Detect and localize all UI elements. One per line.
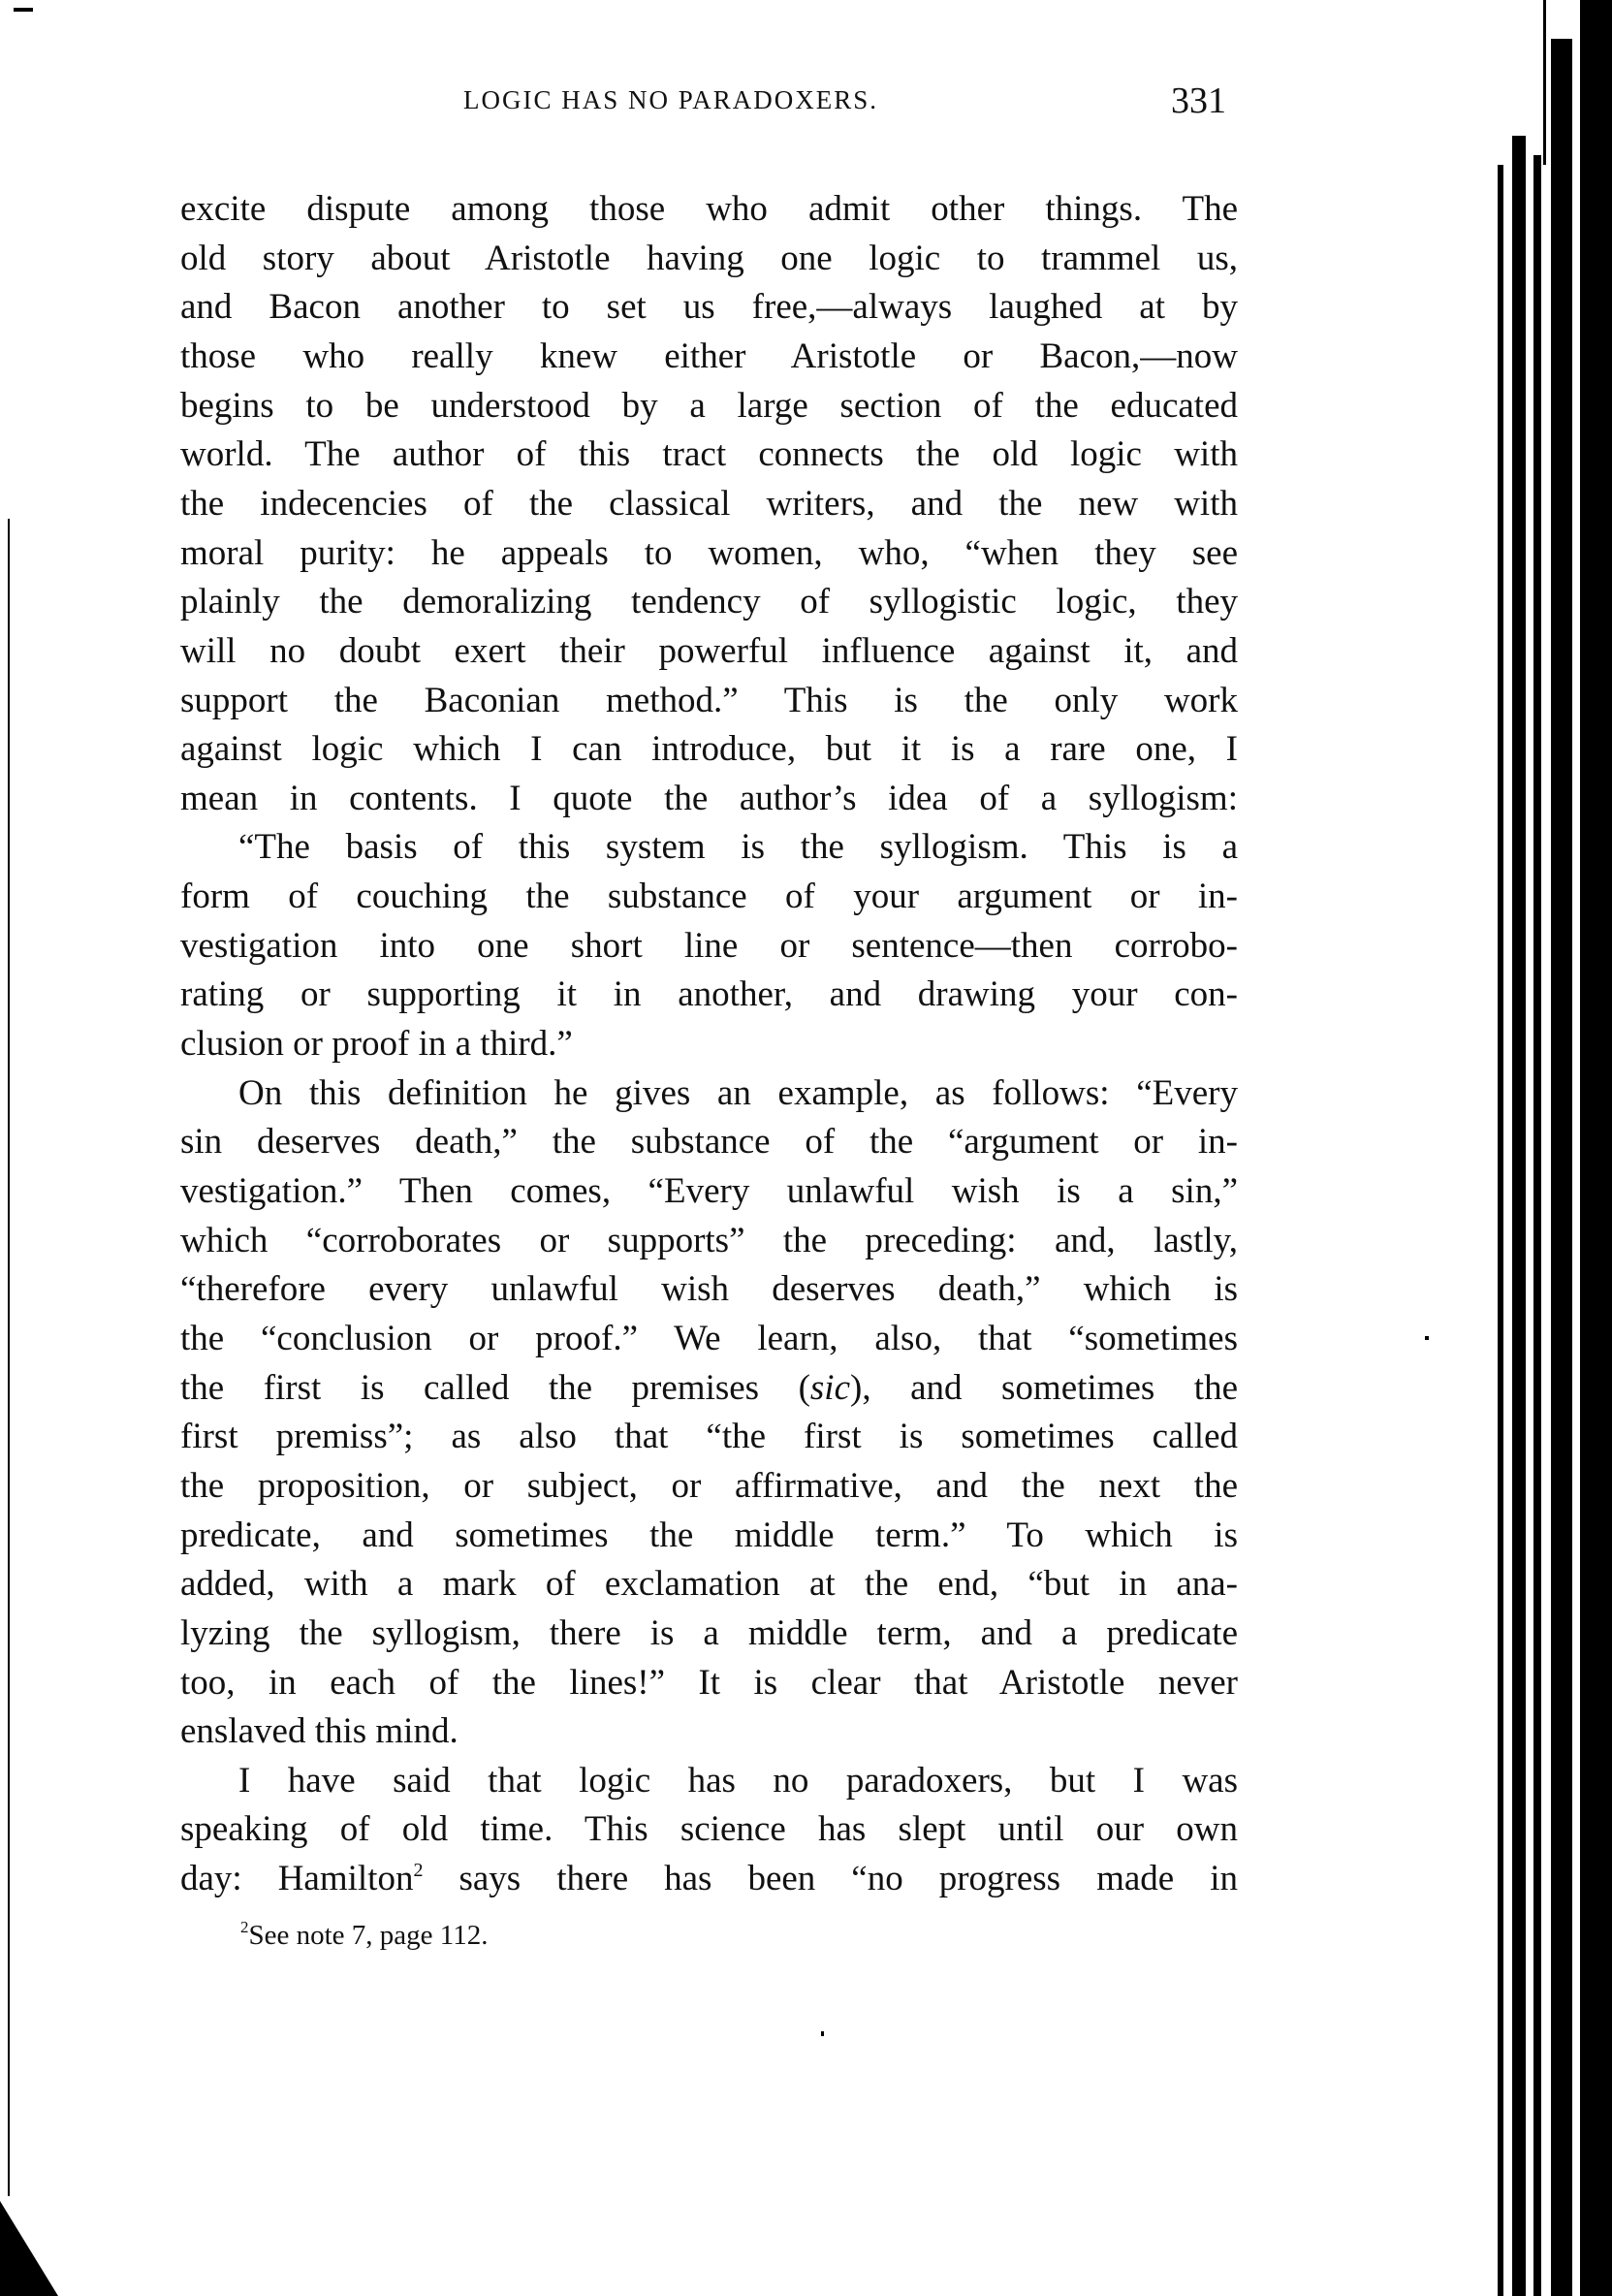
text-line — [238, 1069, 1238, 1118]
text-run: day: Hamilton — [180, 1859, 414, 1899]
scan-dot — [821, 2031, 824, 2036]
text-run: too, in each of the lines!” It is clear that Aristotle never — [180, 1662, 1238, 1703]
text-line — [180, 1855, 1238, 1903]
text-run: the first is called the premises ( — [180, 1367, 810, 1408]
text-run: predicate, and sometimes the middle term.” To which is — [180, 1515, 1238, 1555]
footnote-text: See note 7, page 112. — [248, 1920, 489, 1951]
text-line — [180, 1020, 1238, 1068]
footnote — [240, 1918, 488, 1952]
text-line — [180, 185, 1238, 234]
text-run: enslaved this mind. — [180, 1711, 458, 1752]
text-line — [238, 823, 1238, 872]
text-line — [180, 235, 1238, 283]
text-run: those who really knew either Aristotle or Bacon,—now — [180, 335, 1238, 376]
text-run: form of couching the substance of your argument or in- — [180, 877, 1238, 917]
running-head-title: LOGIC HAS NO PARADOXERS. — [463, 85, 879, 114]
scan-dot — [1425, 1336, 1429, 1340]
text-line — [180, 382, 1238, 430]
text-line — [180, 971, 1238, 1019]
text-line — [180, 1659, 1238, 1707]
text-line — [180, 1462, 1238, 1511]
text-run: vestigation.” Then comes, “Every unlawful wish is a sin,” — [180, 1171, 1238, 1211]
text-run: “therefore every unlawful wish deserves death,” which is — [180, 1269, 1238, 1310]
text-run: excite dispute among those who admit other things. The — [180, 189, 1238, 229]
text-line — [180, 627, 1238, 676]
text-line — [180, 1805, 1238, 1854]
text-run: plainly the demoralizing tendency of syllogistic logic, they — [180, 582, 1238, 622]
text-line — [180, 1610, 1238, 1658]
text-run: which “corroborates or supports” the preceding: and, lastly, — [180, 1220, 1238, 1260]
text-line — [180, 283, 1238, 332]
text-run: old story about Aristotle having one logic to trammel us, — [180, 238, 1238, 278]
text-run: will no doubt exert their powerful influence against it, and — [180, 630, 1238, 671]
text-run: the “conclusion or proof.” We learn, also, that “sometimes — [180, 1318, 1238, 1358]
scan-corner-shadow — [0, 2201, 58, 2296]
footnote-reference: 2 — [413, 1860, 424, 1882]
text-line — [180, 1560, 1238, 1609]
text-line — [180, 922, 1238, 971]
text-line — [180, 677, 1238, 725]
text-run: added, with a mark of exclamation at the end, “but in ana- — [180, 1564, 1238, 1605]
scan-corner-mark — [14, 8, 33, 12]
text-run: ), and sometimes the — [850, 1367, 1238, 1408]
text-run: the indecencies of the classical writers, and the new with — [180, 483, 1238, 524]
text-line — [180, 1364, 1238, 1413]
footnote-marker: 2 — [240, 1918, 249, 1936]
text-run: begins to be understood by a large section of the educated — [180, 385, 1238, 426]
text-line — [180, 775, 1238, 823]
text-line — [180, 1512, 1238, 1560]
text-run: clusion or proof in a third.” — [180, 1024, 573, 1065]
text-line — [180, 725, 1238, 774]
text-line — [180, 1265, 1238, 1314]
text-line — [238, 1757, 1238, 1805]
text-run: says there has been “no progress made in — [423, 1859, 1238, 1899]
italic-text: sic — [809, 1367, 851, 1408]
text-line — [180, 1707, 1238, 1756]
text-run: I have said that logic has no paradoxers, but I was — [238, 1760, 1238, 1801]
text-line — [180, 1413, 1238, 1461]
text-run: rating or supporting it in another, and drawing your con- — [180, 974, 1238, 1015]
text-run: moral purity: he appeals to women, who, “when they see — [180, 532, 1238, 573]
text-run: mean in contents. I quote the author’s idea of a syllogism: — [180, 778, 1238, 818]
text-line — [180, 873, 1238, 921]
text-line — [180, 1118, 1238, 1166]
text-line — [180, 333, 1238, 381]
text-run: first premiss”; as also that “the first is sometimes called — [180, 1417, 1238, 1457]
text-run: speaking of old time. This science has slept until our own — [180, 1809, 1238, 1850]
text-run: support the Baconian method.” This is the only work — [180, 680, 1238, 720]
text-line — [180, 529, 1238, 578]
text-run: sin deserves death,” the substance of the “argument or in- — [180, 1122, 1238, 1163]
text-line — [180, 480, 1238, 528]
text-line — [180, 1315, 1238, 1363]
page-number: 331 — [1171, 80, 1226, 121]
scan-left-line — [8, 519, 10, 2196]
text-line — [180, 1217, 1238, 1265]
text-run: lyzing the syllogism, there is a middle term, and a predicate — [180, 1612, 1238, 1653]
text-run: On this definition he gives an example, as follows: “Every — [238, 1072, 1238, 1113]
text-run: vestigation into one short line or sentence—then corrobo- — [180, 925, 1238, 966]
text-run: and Bacon another to set us free,—always laughed at by — [180, 287, 1238, 328]
text-run: the proposition, or subject, or affirmative, and the next the — [180, 1465, 1238, 1506]
text-run: world. The author of this tract connects the old logic with — [180, 434, 1238, 475]
text-line — [180, 1167, 1238, 1216]
text-run: against logic which I can introduce, but it is a rare one, I — [180, 729, 1238, 770]
text-line — [180, 430, 1238, 479]
text-line — [180, 578, 1238, 626]
text-run: “The basis of this system is the syllogism. This is a — [238, 827, 1238, 868]
